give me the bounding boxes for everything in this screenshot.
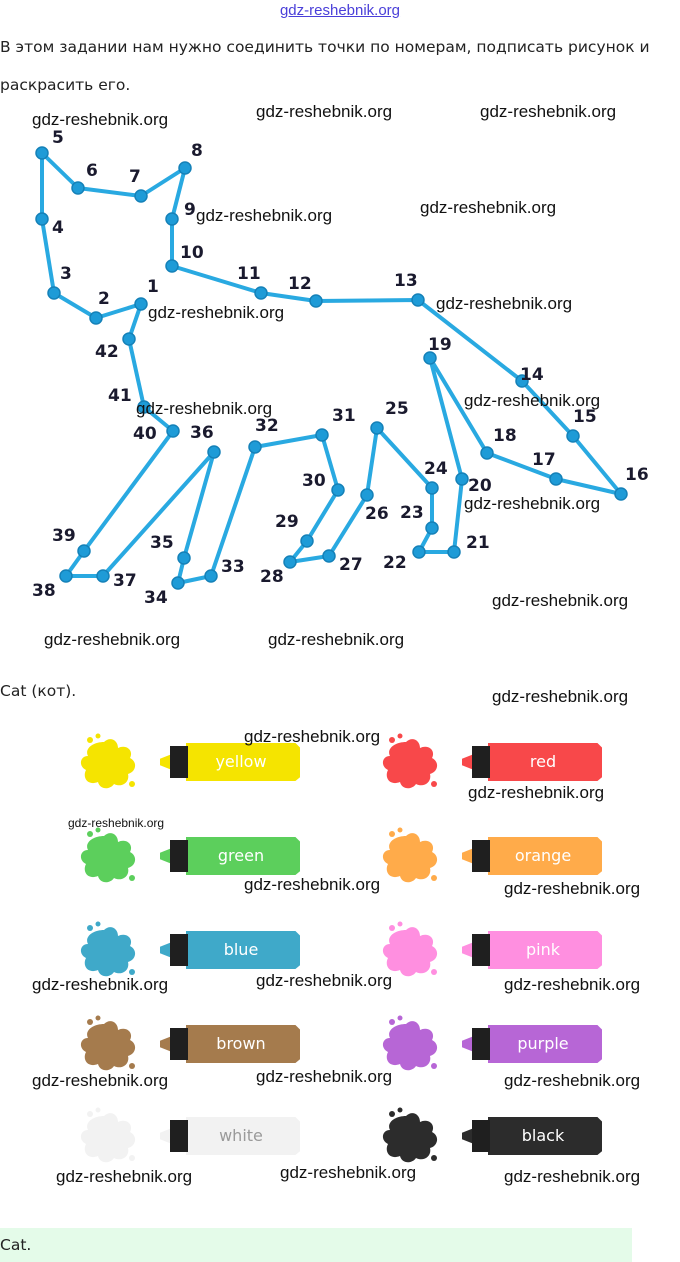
dot-number-20: 20 xyxy=(468,476,492,496)
dot-number-34: 34 xyxy=(144,588,168,608)
dot-number-1: 1 xyxy=(147,277,159,297)
white-marker xyxy=(160,1114,300,1158)
watermark: gdz-reshebnik.org xyxy=(464,391,601,410)
watermark: gdz-reshebnik.org xyxy=(280,1163,417,1182)
dot-number-7: 7 xyxy=(129,167,141,187)
yellow-paint-splash-icon xyxy=(76,732,142,796)
dot-39 xyxy=(78,545,90,557)
green-marker xyxy=(160,834,300,878)
dot-number-18: 18 xyxy=(493,426,517,446)
dot-24 xyxy=(426,482,438,494)
dot-number-28: 28 xyxy=(260,567,284,587)
task-line-1: В этом задании нам нужно соединить точки по номерам, подписать рисунок и xyxy=(0,38,650,56)
watermark: gdz-reshebnik.org xyxy=(268,630,405,649)
green-paint-splash-icon xyxy=(76,826,142,890)
dot-number-32: 32 xyxy=(255,416,279,436)
dot-number-2: 2 xyxy=(98,289,110,309)
dot-number-38: 38 xyxy=(32,581,56,601)
dot-17 xyxy=(550,473,562,485)
dot-11 xyxy=(255,287,267,299)
watermark: gdz-reshebnik.org xyxy=(244,727,381,746)
answer-text: Cat (кот). xyxy=(0,682,77,700)
watermark: gdz-reshebnik.org xyxy=(480,102,617,121)
dot-number-31: 31 xyxy=(332,406,356,426)
dot-number-41: 41 xyxy=(108,386,132,406)
blue-marker xyxy=(160,928,300,972)
dot-21 xyxy=(448,546,460,558)
watermark: gdz-reshebnik.org xyxy=(68,816,165,830)
dot-26 xyxy=(361,489,373,501)
dot-38 xyxy=(60,570,72,582)
marker-label: black xyxy=(521,1126,565,1145)
final-answer-box xyxy=(0,1228,632,1262)
dot-number-5: 5 xyxy=(52,128,64,148)
dot-number-36: 36 xyxy=(190,423,214,443)
dot-9 xyxy=(166,213,178,225)
connect-the-dots-drawing xyxy=(0,110,680,620)
red-marker xyxy=(462,740,602,784)
dot-29 xyxy=(301,535,313,547)
dot-number-23: 23 xyxy=(400,503,424,523)
marker-label: yellow xyxy=(215,752,267,771)
dot-20 xyxy=(456,473,468,485)
watermark: gdz-reshebnik.org xyxy=(468,783,605,802)
dot-37 xyxy=(97,570,109,582)
dot-6 xyxy=(72,182,84,194)
dot-12 xyxy=(310,295,322,307)
dot-number-29: 29 xyxy=(275,512,299,532)
dot-number-30: 30 xyxy=(302,471,326,491)
dot-number-37: 37 xyxy=(113,571,137,591)
dot-23 xyxy=(426,522,438,534)
task-line-2: раскрасить его. xyxy=(0,76,131,94)
dot-5 xyxy=(36,147,48,159)
watermark: gdz-reshebnik.org xyxy=(32,975,169,994)
watermark: gdz-reshebnik.org xyxy=(492,687,629,706)
dot-31 xyxy=(316,429,328,441)
watermark: gdz-reshebnik.org xyxy=(256,102,393,121)
dot-36 xyxy=(208,446,220,458)
marker-label: white xyxy=(219,1126,263,1145)
watermark: gdz-reshebnik.org xyxy=(244,875,381,894)
marker-label: purple xyxy=(517,1034,569,1053)
dot-number-10: 10 xyxy=(180,243,204,263)
watermark: gdz-reshebnik.org xyxy=(504,1071,641,1090)
marker-label: green xyxy=(217,846,265,865)
watermark: gdz-reshebnik.org xyxy=(136,399,273,418)
purple-marker xyxy=(462,1022,602,1066)
watermark: gdz-reshebnik.org xyxy=(420,198,557,217)
dot-34 xyxy=(172,577,184,589)
dot-number-6: 6 xyxy=(86,161,98,181)
watermark: gdz-reshebnik.org xyxy=(504,975,641,994)
watermark: gdz-reshebnik.org xyxy=(504,879,641,898)
dot-27 xyxy=(323,550,335,562)
pink-marker xyxy=(462,928,602,972)
dot-number-26: 26 xyxy=(365,504,389,524)
dot-number-21: 21 xyxy=(466,533,490,553)
dot-2 xyxy=(90,312,102,324)
dot-number-14: 14 xyxy=(520,365,544,385)
dot-13 xyxy=(412,294,424,306)
dot-number-42: 42 xyxy=(95,342,119,362)
black-marker xyxy=(462,1114,602,1158)
watermark: gdz-reshebnik.org xyxy=(32,1071,169,1090)
watermark: gdz-reshebnik.org xyxy=(44,630,181,649)
dot-7 xyxy=(135,190,147,202)
dot-3 xyxy=(48,287,60,299)
watermark: gdz-reshebnik.org xyxy=(256,1067,393,1086)
watermark: gdz-reshebnik.org xyxy=(504,1167,641,1186)
task-description xyxy=(0,28,680,104)
watermark: gdz-reshebnik.org xyxy=(56,1167,193,1186)
brown-marker xyxy=(160,1022,300,1066)
dot-number-9: 9 xyxy=(184,200,196,220)
marker-label: brown xyxy=(216,1034,266,1053)
dot-number-11: 11 xyxy=(237,264,261,284)
dot-number-24: 24 xyxy=(424,459,448,479)
watermark: gdz-reshebnik.org xyxy=(196,206,333,225)
watermark: gdz-reshebnik.org xyxy=(436,294,573,313)
dot-18 xyxy=(481,447,493,459)
dot-number-15: 15 xyxy=(573,407,597,427)
watermark: gdz-reshebnik.org xyxy=(148,303,285,322)
dot-number-3: 3 xyxy=(60,264,72,284)
dot-22 xyxy=(413,546,425,558)
dot-number-39: 39 xyxy=(52,526,76,546)
dot-4 xyxy=(36,213,48,225)
dot-number-8: 8 xyxy=(191,141,203,161)
brown-paint-splash-icon xyxy=(76,1014,142,1078)
red-paint-splash-icon xyxy=(378,732,444,796)
watermark: gdz-reshebnik.org xyxy=(32,110,169,129)
dot-10 xyxy=(166,260,178,272)
marker-label: orange xyxy=(514,846,572,865)
dot-1 xyxy=(135,298,147,310)
watermark: gdz-reshebnik.org xyxy=(464,494,601,513)
dot-25 xyxy=(371,422,383,434)
marker-label: red xyxy=(529,752,557,771)
dot-42 xyxy=(123,333,135,345)
dot-number-33: 33 xyxy=(221,557,245,577)
black-paint-splash-icon xyxy=(378,1106,444,1170)
dot-40 xyxy=(167,425,179,437)
final-answer: Cat. xyxy=(0,1236,32,1254)
dot-number-12: 12 xyxy=(288,274,312,294)
dot-number-27: 27 xyxy=(339,555,363,575)
white-paint-splash-icon xyxy=(76,1106,142,1170)
dot-number-22: 22 xyxy=(383,553,407,573)
dot-35 xyxy=(178,552,190,564)
orange-paint-splash-icon xyxy=(378,826,444,890)
dot-number-13: 13 xyxy=(394,271,418,291)
site-link[interactable]: gdz-reshebnik.org xyxy=(279,2,401,19)
marker-label: pink xyxy=(525,940,560,959)
dot-32 xyxy=(249,441,261,453)
dot-number-16: 16 xyxy=(625,465,649,485)
dot-number-40: 40 xyxy=(133,424,157,444)
dot-number-19: 19 xyxy=(428,335,452,355)
dot-30 xyxy=(332,484,344,496)
dot-number-17: 17 xyxy=(532,450,556,470)
watermark: gdz-reshebnik.org xyxy=(256,971,393,990)
dot-number-25: 25 xyxy=(385,399,409,419)
orange-marker xyxy=(462,834,602,878)
dot-28 xyxy=(284,556,296,568)
dot-33 xyxy=(205,570,217,582)
dot-15 xyxy=(567,430,579,442)
dot-number-4: 4 xyxy=(52,218,64,238)
dot-number-35: 35 xyxy=(150,533,174,553)
dot-8 xyxy=(179,162,191,174)
dot-16 xyxy=(615,488,627,500)
marker-label: blue xyxy=(223,940,259,959)
watermark: gdz-reshebnik.org xyxy=(492,591,629,610)
